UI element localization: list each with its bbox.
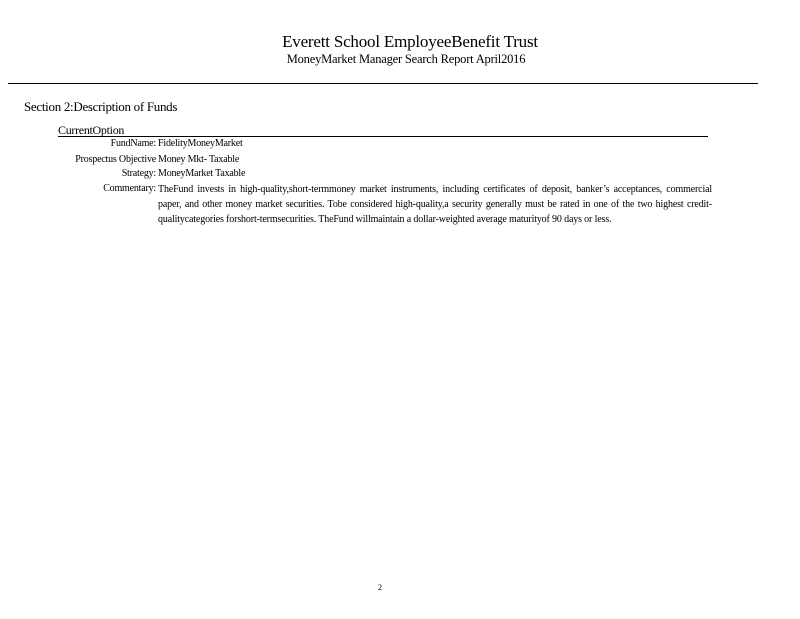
document-title: Everett School EmployeeBenefit Trust <box>282 32 538 51</box>
fund-name-label: FundName: <box>110 138 156 149</box>
commentary-label: Commentary: <box>103 183 156 194</box>
header-divider <box>8 83 758 84</box>
prospectus-objective-value: Money Mkt- Taxable <box>158 154 240 165</box>
page-number: 2 <box>378 583 382 592</box>
section-title: Section 2:Description of Funds <box>24 99 178 114</box>
prospectus-objective-label: Prospectus Objective <box>75 154 156 165</box>
commentary-value: TheFund invests in high-quality,short-termmoney market instruments, including certificates of deposit, banker’s acceptances, commercial paper, and other money market securities. Tobe considered high-quality,a security generally must be rated in one of the two highest credit-qualitycategories forshort-termsecurities. TheFund willmaintain a dollar-weighted average maturityof 90 days or less. <box>158 184 712 225</box>
strategy-value: MoneyMarket Taxable <box>158 168 246 179</box>
document-subtitle: MoneyMarket Manager Search Report April2016 <box>286 52 526 66</box>
fund-name-value: FidelityMoneyMarket <box>158 138 243 149</box>
strategy-label: Strategy: <box>121 168 156 179</box>
current-option-divider <box>58 136 708 137</box>
current-option-heading: CurrentOption <box>58 123 125 137</box>
